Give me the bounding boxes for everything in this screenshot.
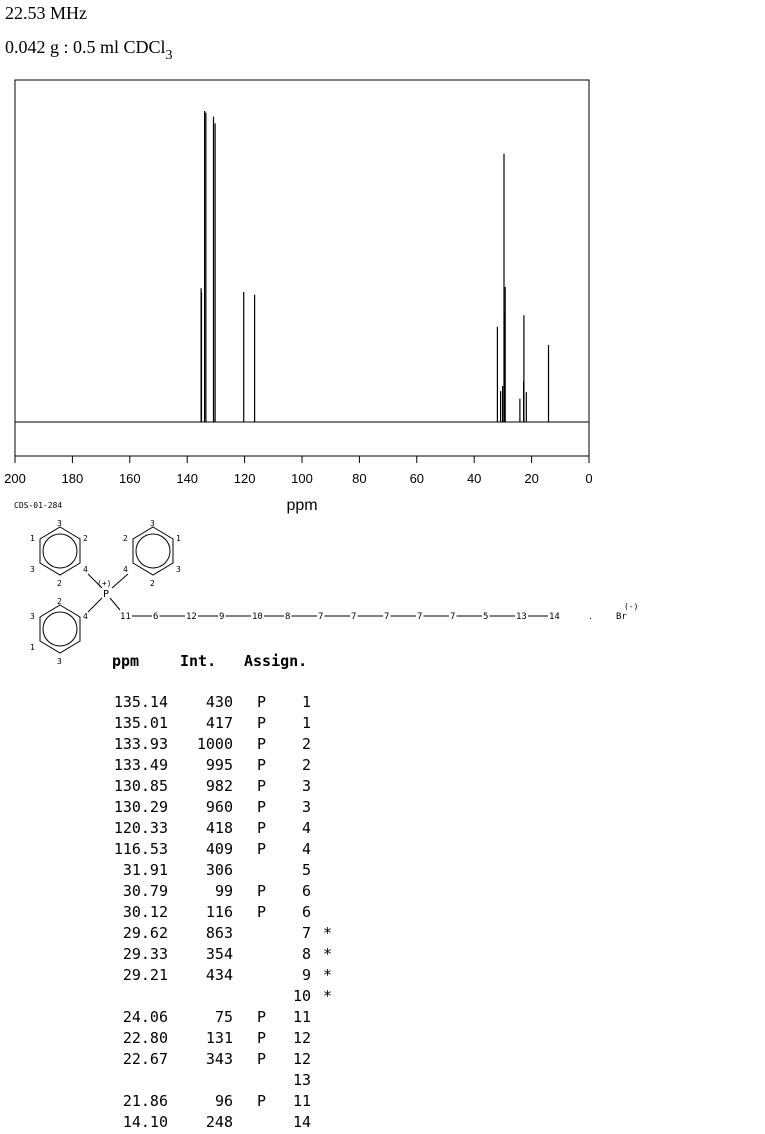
salt-separator: . (588, 612, 593, 621)
cell-marker: * (323, 966, 333, 984)
cell-ppm: 22.67 (122, 1050, 168, 1068)
ring-b-label: 1 (30, 643, 35, 652)
chain-carbon-label: 9 (219, 612, 225, 622)
cell-ppm: 30.79 (122, 882, 168, 900)
cell-ppm: 135.01 (113, 714, 168, 732)
cell-intensity: 417 (205, 714, 233, 732)
frequency-label: 22.53 MHz (5, 3, 87, 23)
cell-assignment: 8 (301, 945, 311, 963)
cell-intensity: 960 (205, 798, 233, 816)
ring-tr-label: 1 (176, 534, 181, 543)
cell-assignment: 11 (292, 1092, 311, 1110)
column-header-intensity: Int. (180, 652, 217, 670)
ring-tl-label: 1 (30, 534, 35, 543)
cell-assignment: 3 (301, 798, 311, 816)
cell-intensity: 343 (205, 1050, 233, 1068)
cell-ppm: 24.06 (122, 1008, 168, 1026)
cell-intensity: 131 (205, 1029, 233, 1047)
structure-code: CDS-01-284 (14, 501, 63, 510)
cell-intensity: 306 (205, 861, 233, 879)
bromide-charge: (-) (624, 602, 639, 611)
cell-ppm: 116.53 (113, 840, 168, 858)
cell-intensity: 863 (205, 924, 233, 942)
cell-ppm: 120.33 (113, 819, 168, 837)
cell-intensity: 248 (205, 1113, 233, 1131)
chain-carbon-label: 7 (417, 612, 423, 622)
x-tick-label: 140 (176, 471, 199, 486)
cell-ppm: 30.12 (122, 903, 168, 921)
cell-coupling: P (257, 1050, 267, 1068)
cell-coupling: P (257, 819, 267, 837)
chain-carbon-label: 7 (351, 612, 357, 622)
ring-tr-label: 2 (123, 534, 128, 543)
cell-intensity: 75 (214, 1008, 233, 1026)
column-header-ppm: ppm (112, 652, 140, 670)
phosphorus-charge: (+) (97, 579, 112, 588)
x-axis-label: ppm (286, 497, 318, 514)
cell-ppm: 29.62 (122, 924, 168, 942)
cell-ppm: 133.93 (113, 735, 168, 753)
x-tick-label: 200 (4, 471, 26, 486)
cell-intensity: 418 (205, 819, 233, 837)
cell-coupling: P (257, 756, 267, 774)
ring-tr-label: 3 (176, 565, 181, 574)
cell-intensity: 409 (205, 840, 233, 858)
ring-b-label: 3 (57, 657, 62, 666)
chain-carbon-label: 8 (285, 612, 291, 622)
chain-carbon-label: 12 (186, 612, 197, 622)
ring-b-label: 2 (57, 597, 62, 606)
ring-tl-label: 4 (83, 565, 88, 574)
x-tick-label: 120 (233, 471, 256, 486)
chain-carbon-label: 11 (120, 612, 131, 622)
cell-marker: * (323, 945, 333, 963)
cell-intensity: 354 (205, 945, 233, 963)
chain-carbon-label: 13 (516, 612, 527, 622)
cell-intensity: 99 (214, 882, 233, 900)
cell-ppm: 31.91 (122, 861, 168, 879)
cell-assignment: 12 (292, 1050, 311, 1068)
ring-tl-label: 2 (83, 534, 88, 543)
cell-assignment: 1 (301, 693, 311, 711)
cell-assignment: 12 (292, 1029, 311, 1047)
cell-intensity: 995 (205, 756, 233, 774)
phosphorus-atom: P (103, 589, 110, 600)
cell-coupling: P (257, 777, 267, 795)
x-tick-label: 20 (524, 471, 539, 486)
column-header-assignment: Assign. (244, 652, 308, 670)
cell-coupling: P (257, 798, 267, 816)
chain-carbon-label: 6 (153, 612, 159, 622)
bromide-anion: Br (616, 612, 627, 622)
ring-tr-label: 4 (123, 565, 128, 574)
cell-ppm: 29.21 (122, 966, 168, 984)
cell-ppm: 133.49 (113, 756, 168, 774)
chain-carbon-label: 5 (483, 612, 489, 622)
cell-coupling: P (257, 882, 267, 900)
cell-intensity: 434 (205, 966, 233, 984)
cell-coupling: P (257, 840, 267, 858)
x-tick-label: 100 (291, 471, 313, 486)
cell-ppm: 130.85 (113, 777, 168, 795)
chain-carbon-label: 7 (318, 612, 324, 622)
cell-ppm: 130.29 (113, 798, 168, 816)
cell-coupling: P (257, 903, 267, 921)
cell-assignment: 2 (301, 735, 311, 753)
cell-coupling: P (257, 1092, 267, 1110)
x-tick-label: 80 (352, 471, 367, 486)
cell-intensity: 982 (205, 777, 233, 795)
cell-assignment: 6 (301, 882, 311, 900)
cell-assignment: 11 (292, 1008, 311, 1026)
x-tick-label: 180 (61, 471, 84, 486)
cell-coupling: P (257, 693, 267, 711)
cell-assignment: 4 (301, 840, 311, 858)
cell-assignment: 3 (301, 777, 311, 795)
x-tick-label: 160 (118, 471, 141, 486)
x-tick-label: 60 (409, 471, 425, 486)
cell-intensity: 96 (214, 1092, 233, 1110)
chain-carbon-label: 7 (384, 612, 390, 622)
chain-carbon-label: 10 (252, 612, 263, 622)
ring-tl-label: 2 (57, 579, 62, 588)
cell-coupling: P (257, 1029, 267, 1047)
x-tick-label: 0 (585, 471, 593, 486)
cell-assignment: 10 (292, 987, 311, 1005)
ring-tr-label: 2 (150, 579, 155, 588)
cell-assignment: 7 (301, 924, 311, 942)
cell-ppm: 29.33 (122, 945, 168, 963)
cell-marker: * (323, 987, 333, 1005)
sample-prefix: 0.042 g : 0.5 ml CDCl (5, 37, 166, 57)
cell-assignment: 4 (301, 819, 311, 837)
cell-assignment: 5 (301, 861, 311, 879)
ring-b-label: 4 (83, 612, 88, 621)
cell-coupling: P (257, 735, 267, 753)
cell-assignment: 13 (292, 1071, 311, 1089)
cell-ppm: 135.14 (113, 693, 168, 711)
cell-assignment: 9 (301, 966, 311, 984)
ring-b-label: 3 (30, 612, 35, 621)
cell-ppm: 14.10 (122, 1113, 168, 1131)
cell-ppm: 22.80 (122, 1029, 168, 1047)
ring-tr-label: 3 (150, 519, 155, 528)
cell-coupling: P (257, 714, 267, 732)
cell-assignment: 6 (301, 903, 311, 921)
cell-intensity: 1000 (196, 735, 233, 753)
ring-tl-label: 3 (57, 519, 62, 528)
cell-ppm: 21.86 (122, 1092, 168, 1110)
sample-subscript: 3 (165, 48, 173, 63)
cell-assignment: 2 (301, 756, 311, 774)
chain-carbon-label: 7 (450, 612, 456, 622)
cell-assignment: 1 (301, 714, 311, 732)
ring-tl-label: 3 (30, 565, 35, 574)
x-tick-label: 40 (466, 471, 482, 486)
cell-coupling: P (257, 1008, 267, 1026)
cell-intensity: 430 (205, 693, 233, 711)
cell-marker: * (323, 924, 333, 942)
cell-assignment: 14 (292, 1113, 311, 1131)
cell-intensity: 116 (205, 903, 233, 921)
chain-carbon-label: 14 (549, 612, 560, 622)
